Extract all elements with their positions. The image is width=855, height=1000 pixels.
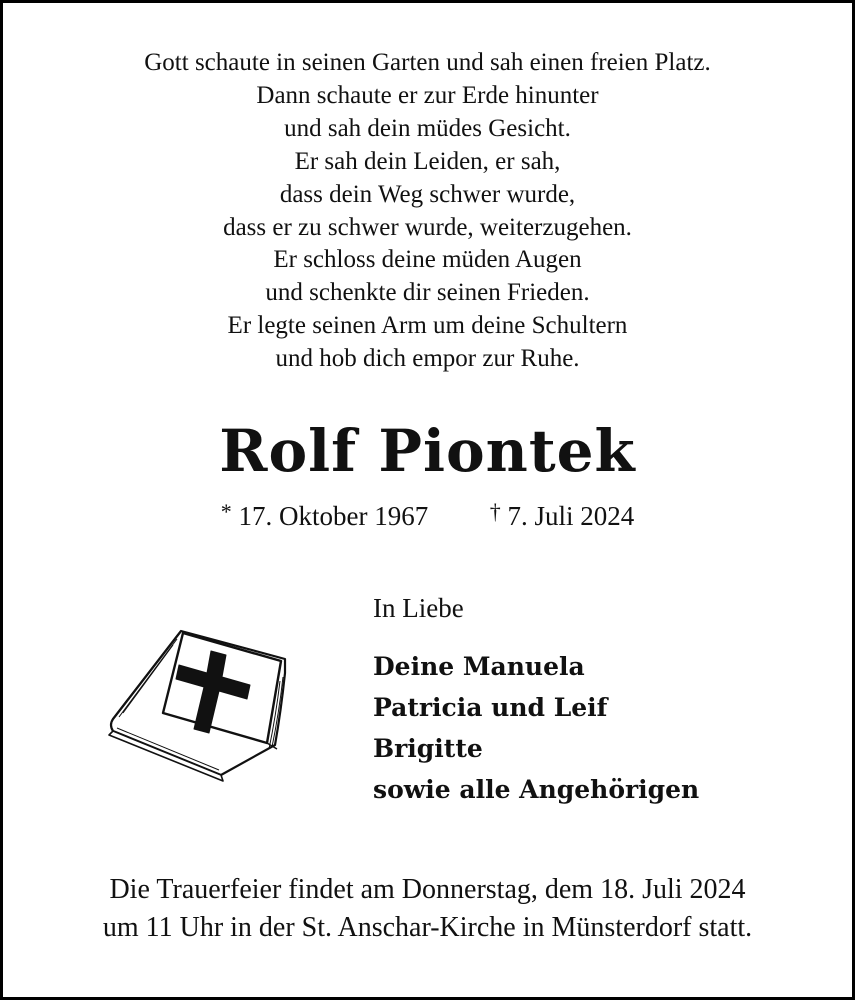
mourner-name: Brigitte — [373, 734, 483, 763]
poem-line: und hob dich empor zur Ruhe. — [275, 345, 580, 373]
life-dates — [3, 495, 852, 533]
poem-line: Er sah dein Leiden, er sah, — [294, 147, 561, 175]
mourners-intro: In Liebe — [373, 593, 464, 623]
poem-line: dass dein Weg schwer wurde, — [279, 180, 576, 208]
poem-line: Er schloss deine müden Augen — [273, 246, 582, 274]
deceased-name: Rolf Piontek — [219, 417, 636, 485]
birth-date: 17. Oktober 1967 — [238, 501, 429, 531]
death-date: 7. Juli 2024 — [507, 501, 635, 531]
poem-line: und sah dein müdes Gesicht. — [284, 114, 571, 142]
funeral-info-line: um 11 Uhr in der St. Anschar-Kirche in Münsterdorf statt. — [102, 912, 753, 943]
poem-line: Gott schaute in seinen Garten und sah einen freien Platz. — [144, 49, 711, 76]
poem — [3, 47, 852, 376]
funeral-info — [3, 871, 852, 947]
bible-with-cross-icon — [99, 625, 295, 783]
funeral-info-line: Die Trauerfeier findet am Donnerstag, dem 18. Juli 2024 — [109, 874, 746, 905]
mourners-list — [373, 646, 699, 810]
poem-line: Er legte seinen Arm um deine Schultern — [227, 312, 628, 340]
mourner-name: Patricia und Leif — [373, 693, 608, 722]
mourner-name: Deine Manuela — [373, 652, 585, 681]
poem-line: und schenkte dir seinen Frieden. — [265, 279, 590, 307]
poem-line: Dann schaute er zur Erde hinunter — [256, 81, 599, 109]
mourner-name: sowie alle Angehörigen — [373, 775, 700, 804]
death-symbol: † — [489, 499, 501, 524]
birth-symbol: * — [220, 499, 232, 524]
poem-line: dass er zu schwer wurde, weiterzugehen. — [223, 213, 632, 241]
